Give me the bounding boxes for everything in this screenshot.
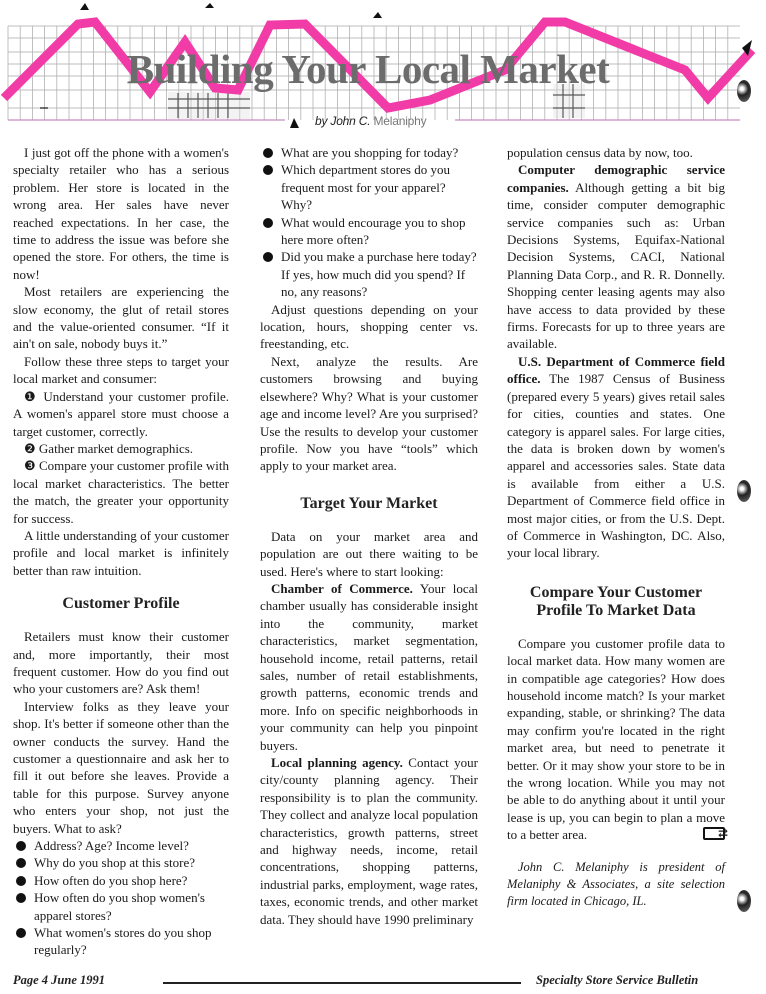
- step-2: ❷ Gather market demographics.: [24, 440, 194, 456]
- list-item: Did you make a purchase here today? If yes, how much did you spend? If no, any reasons?: [260, 248, 478, 300]
- paragraph: Retailers must know their customer and, more importantly, their most frequent customer. How do you find out who your customers are? Ask them!: [13, 629, 229, 697]
- column-3: [507, 144, 725, 910]
- footer-divider: [163, 982, 521, 984]
- author-bio: John C. Melaniphy is president of Melaniphy & Associates, a site selection firm located in Chicago, IL.: [507, 859, 725, 908]
- article-title: Building Your Local Market: [126, 46, 610, 92]
- paragraph: U.S. Department of Commerce field office. The 1987 Census of Business (prepared every 5 years) gives retail sales for cities, counties and states. One category is apparel sales. For large cities, the data is broken down by women's apparel and accessories sales. State data is available from either a U.S. Department of Commerce field office in most major cities, or from the U.S. Dept. of Commerce in Washington, DC. Also, your local library.: [507, 353, 725, 561]
- binder-hole-icon: [737, 890, 751, 912]
- section-heading-customer-profile: Customer Profile: [62, 595, 180, 613]
- paragraph: A little understanding of your customer profile and local market is infinitely better than raw intuition.: [13, 527, 229, 578]
- step-1: ❶ Understand your customer profile. A women's apparel store must choose a target customer, correctly.: [13, 388, 229, 439]
- paragraph: Data on your market area and population are out there waiting to be used. Here's where to start looking:: [260, 528, 478, 579]
- list-item: How often do you shop women's apparel stores?: [13, 889, 229, 924]
- binder-hole-icon: [737, 80, 751, 102]
- paragraph: I just got off the phone with a women's specialty retailer who has a serious problem. Her store is located in the wrong area. Her sales have never reached expectations. In her case, the time to address the issue was before she opened the store. For others, the time is now!: [13, 145, 229, 282]
- lead-in: Local planning agency.: [271, 755, 403, 770]
- list-item: Which department stores do you frequent most for your apparel? Why?: [260, 161, 478, 213]
- paragraph: Chamber of Commerce. Your local chamber usually has considerable insight into the community, market characteristics, market segmentation, household income, retail patterns, retail sales, number of retail establishments, growth patterns, economic trends and more. Info on specific neighborhoods in your community can help you pinpoint buyers.: [260, 580, 478, 753]
- binder-hole-icon: [737, 480, 751, 502]
- question-list: [13, 837, 229, 959]
- lead-in: Computer demographic service companies.: [507, 162, 725, 195]
- masthead: [0, 0, 766, 135]
- section-heading-compare: Compare Your Customer Profile To Market Data: [529, 583, 703, 619]
- paragraph: Computer demographic service companies. Although getting a bit big time, consider computer demographic service companies such as: Urban Decisions Systems, Equifax-National Decision Systems, CACI, National Planning Data Corp., and R. R. Donnelly. Shopping center leasing agents may also have access to data provided by these firms. Forecasts for up to three years are available.: [507, 162, 725, 352]
- lead-in: U.S. Department of Commerce field office.: [507, 353, 725, 387]
- list-item: What are you shopping for today?: [260, 144, 478, 161]
- paragraph: Next, analyze the results. Are customers browsing and buying elsewhere? Why? What is your customer age and income level? Are you surprised? Use the results to develop your customer profile. Now you have “tools” which apply to your market area.: [260, 353, 478, 474]
- byline-lastname: Melaniphy: [373, 114, 427, 128]
- question-list: [260, 144, 478, 301]
- end-of-article-icon: [703, 827, 725, 840]
- paragraph: Local planning agency. Contact your city/county planning agency. Their responsibility is to plan the community. They collect and analyze local population characteristics, growth patterns, street and highway needs, income, retail concentrations, shopping patterns, industrial parks, employment, wage rates, taxes, economic trends, and other market data. They should have 1990 preliminary: [260, 755, 479, 927]
- list-item: What women's stores do you shop regularly?: [13, 924, 229, 959]
- list-item: What would encourage you to shop here more often?: [260, 214, 478, 249]
- column-1: [13, 144, 229, 959]
- list-item: How often do you shop here?: [13, 872, 229, 889]
- paragraph: Follow these three steps to target your local market and consumer:: [13, 353, 229, 387]
- byline-prefix: by John C.: [315, 114, 371, 128]
- paragraph: Adjust questions depending on your location, hours, shopping center vs. freestanding, etc.: [260, 301, 478, 352]
- footer-publication: Specialty Store Service Bulletin: [536, 973, 699, 987]
- paragraph: Compare you customer profile data to local market data. How many women are in compatible age categories? How does household income match? Is your market expanding, stable, or shrinking? The data may confirm you're located in the right market area, but need to penetrate it better. Or it may show your store to be in the wrong location. While you may not be able to do anything about it until your lease is up, you can begin to plan a move to a better area. ⇄: [507, 635, 725, 844]
- footer-page-date: Page 4 June 1991: [13, 973, 106, 987]
- step-3: ❸ Compare your customer profile with local market characteristics. The better the match, the greater your opportunity for success.: [13, 458, 229, 526]
- list-item: Why do you shop at this store?: [13, 854, 229, 871]
- byline: [315, 114, 426, 128]
- list-item: Address? Age? Income level?: [13, 837, 229, 854]
- paragraph: Most retailers are experiencing the slow economy, the glut of retail stores and the value-oriented consumer. “If it ain't on sale, nobody buys it.”: [13, 284, 229, 352]
- paragraph: Interview folks as they leave your shop. It's better if someone other than the owner conducts the survey. Hand the customer a questionnaire and ask her to fill it out before she leaves. Provide a table for this purpose. Survey anyone who enters your shop, not just the buyers. What to ask?: [13, 698, 229, 836]
- lead-in: Chamber of Commerce.: [271, 580, 413, 596]
- column-2: [260, 144, 478, 928]
- paragraph: population census data by now, too.: [507, 145, 693, 160]
- section-heading-target-your-market: Target Your Market: [300, 494, 438, 512]
